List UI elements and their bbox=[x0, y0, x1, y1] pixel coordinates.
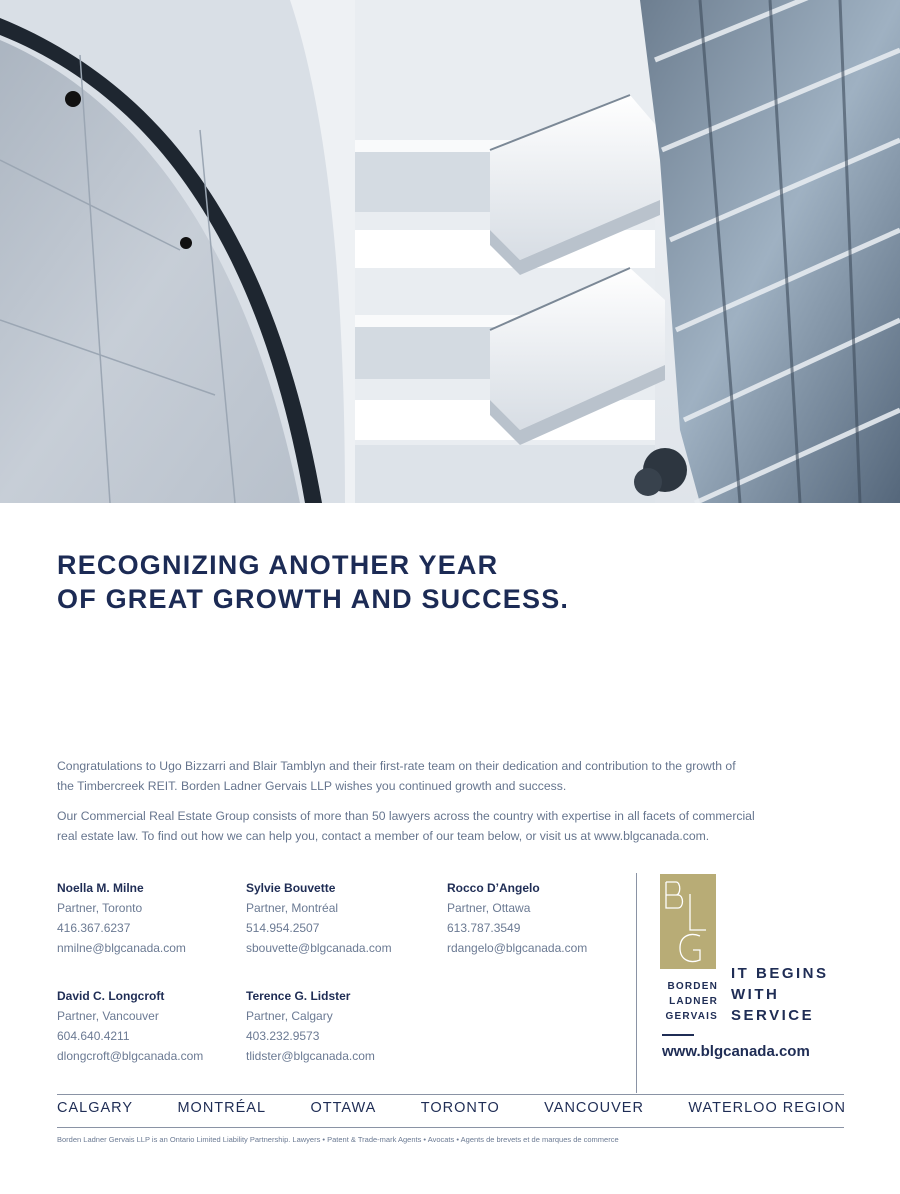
paragraph-2-line-1: Our Commercial Real Estate Group consists of more than 50 lawyers across the country with expertise in all facets of commercial bbox=[57, 809, 755, 823]
tagline-line: SERVICE bbox=[731, 1007, 815, 1024]
paragraph-1-line-2: the Timbercreek REIT. Borden Ladner Gervais LLP wishes you continued growth and success. bbox=[57, 779, 567, 793]
city: WATERLOO REGION bbox=[688, 1100, 846, 1116]
hero-photo bbox=[0, 0, 900, 503]
headline bbox=[57, 548, 569, 616]
body-text bbox=[57, 756, 857, 856]
contact-card bbox=[57, 878, 186, 958]
city: TORONTO bbox=[420, 1100, 500, 1116]
paragraph-group bbox=[57, 806, 857, 846]
contact-phone[interactable]: 514.954.2507 bbox=[246, 921, 320, 935]
cities-bottom-rule bbox=[57, 1127, 844, 1128]
logo-wordmark bbox=[662, 979, 718, 1024]
contact-phone[interactable]: 604.640.4211 bbox=[57, 1029, 130, 1043]
paragraph-2-line-2: real estate law. To find out how we can help you, contact a member of our team below, or visit us at www.blgcanada.com. bbox=[57, 829, 710, 843]
headline-line-1: RECOGNIZING ANOTHER YEAR bbox=[57, 550, 499, 580]
tagline bbox=[731, 963, 829, 1026]
tagline-line: IT BEGINS bbox=[731, 965, 829, 982]
logo-word: BORDEN bbox=[667, 981, 718, 992]
legal-notice: Borden Ladner Gervais LLP is an Ontario Limited Liability Partnership. Lawyers • Patent & Trade-mark Agents • Avocats • Agents de brevets et de marques de commerce bbox=[57, 1135, 619, 1144]
contact-name: Terence G. Lidster bbox=[246, 989, 351, 1003]
contact-title: Partner, Toronto bbox=[57, 901, 143, 915]
contact-phone[interactable]: 613.787.3549 bbox=[447, 921, 521, 935]
city: VANCOUVER bbox=[544, 1100, 644, 1116]
headline-line-2: OF GREAT GROWTH AND SUCCESS. bbox=[57, 584, 570, 614]
contact-name: Noella M. Milne bbox=[57, 881, 144, 895]
logo-word: LADNER bbox=[669, 996, 718, 1007]
contact-title: Partner, Ottawa bbox=[447, 901, 531, 915]
contact-email[interactable]: nmilne@blgcanada.com bbox=[57, 941, 186, 955]
cities-top-rule bbox=[57, 1094, 844, 1095]
logo-word: GERVAIS bbox=[665, 1011, 718, 1022]
paragraph-1-line-1: Congratulations to Ugo Bizzarri and Blair Tamblyn and their first-rate team on their dedication and contribution to the growth of bbox=[57, 759, 736, 773]
blg-logo-mark bbox=[660, 874, 716, 969]
contact-title: Partner, Calgary bbox=[246, 1009, 333, 1023]
tagline-line: WITH bbox=[731, 986, 780, 1003]
logo-dash bbox=[662, 1034, 694, 1036]
atrium-illustration bbox=[0, 0, 900, 503]
cities-bar bbox=[57, 1100, 846, 1116]
contact-phone[interactable]: 403.232.9573 bbox=[246, 1029, 320, 1043]
contact-title: Partner, Vancouver bbox=[57, 1009, 159, 1023]
contact-email[interactable]: dlongcroft@blgcanada.com bbox=[57, 1049, 204, 1063]
paragraph-congratulations bbox=[57, 756, 857, 796]
vertical-divider bbox=[636, 873, 637, 1093]
contact-phone[interactable]: 416.367.6237 bbox=[57, 921, 131, 935]
contact-email[interactable]: sbouvette@blgcanada.com bbox=[246, 941, 392, 955]
website-link[interactable]: www.blgcanada.com bbox=[662, 1043, 810, 1060]
contact-name: David C. Longcroft bbox=[57, 989, 165, 1003]
city: CALGARY bbox=[57, 1100, 134, 1116]
contact-email[interactable]: tlidster@blgcanada.com bbox=[246, 1049, 375, 1063]
contact-title: Partner, Montréal bbox=[246, 901, 339, 915]
contact-name: Sylvie Bouvette bbox=[246, 881, 336, 895]
contact-name: Rocco D’Angelo bbox=[447, 881, 540, 895]
blg-letters-graphic bbox=[660, 874, 716, 969]
contact-card bbox=[447, 878, 587, 958]
contact-card bbox=[246, 986, 375, 1066]
contact-email[interactable]: rdangelo@blgcanada.com bbox=[447, 941, 588, 955]
contact-card bbox=[246, 878, 392, 958]
city: OTTAWA bbox=[310, 1100, 377, 1116]
contact-card bbox=[57, 986, 203, 1066]
city: MONTRÉAL bbox=[177, 1100, 267, 1116]
